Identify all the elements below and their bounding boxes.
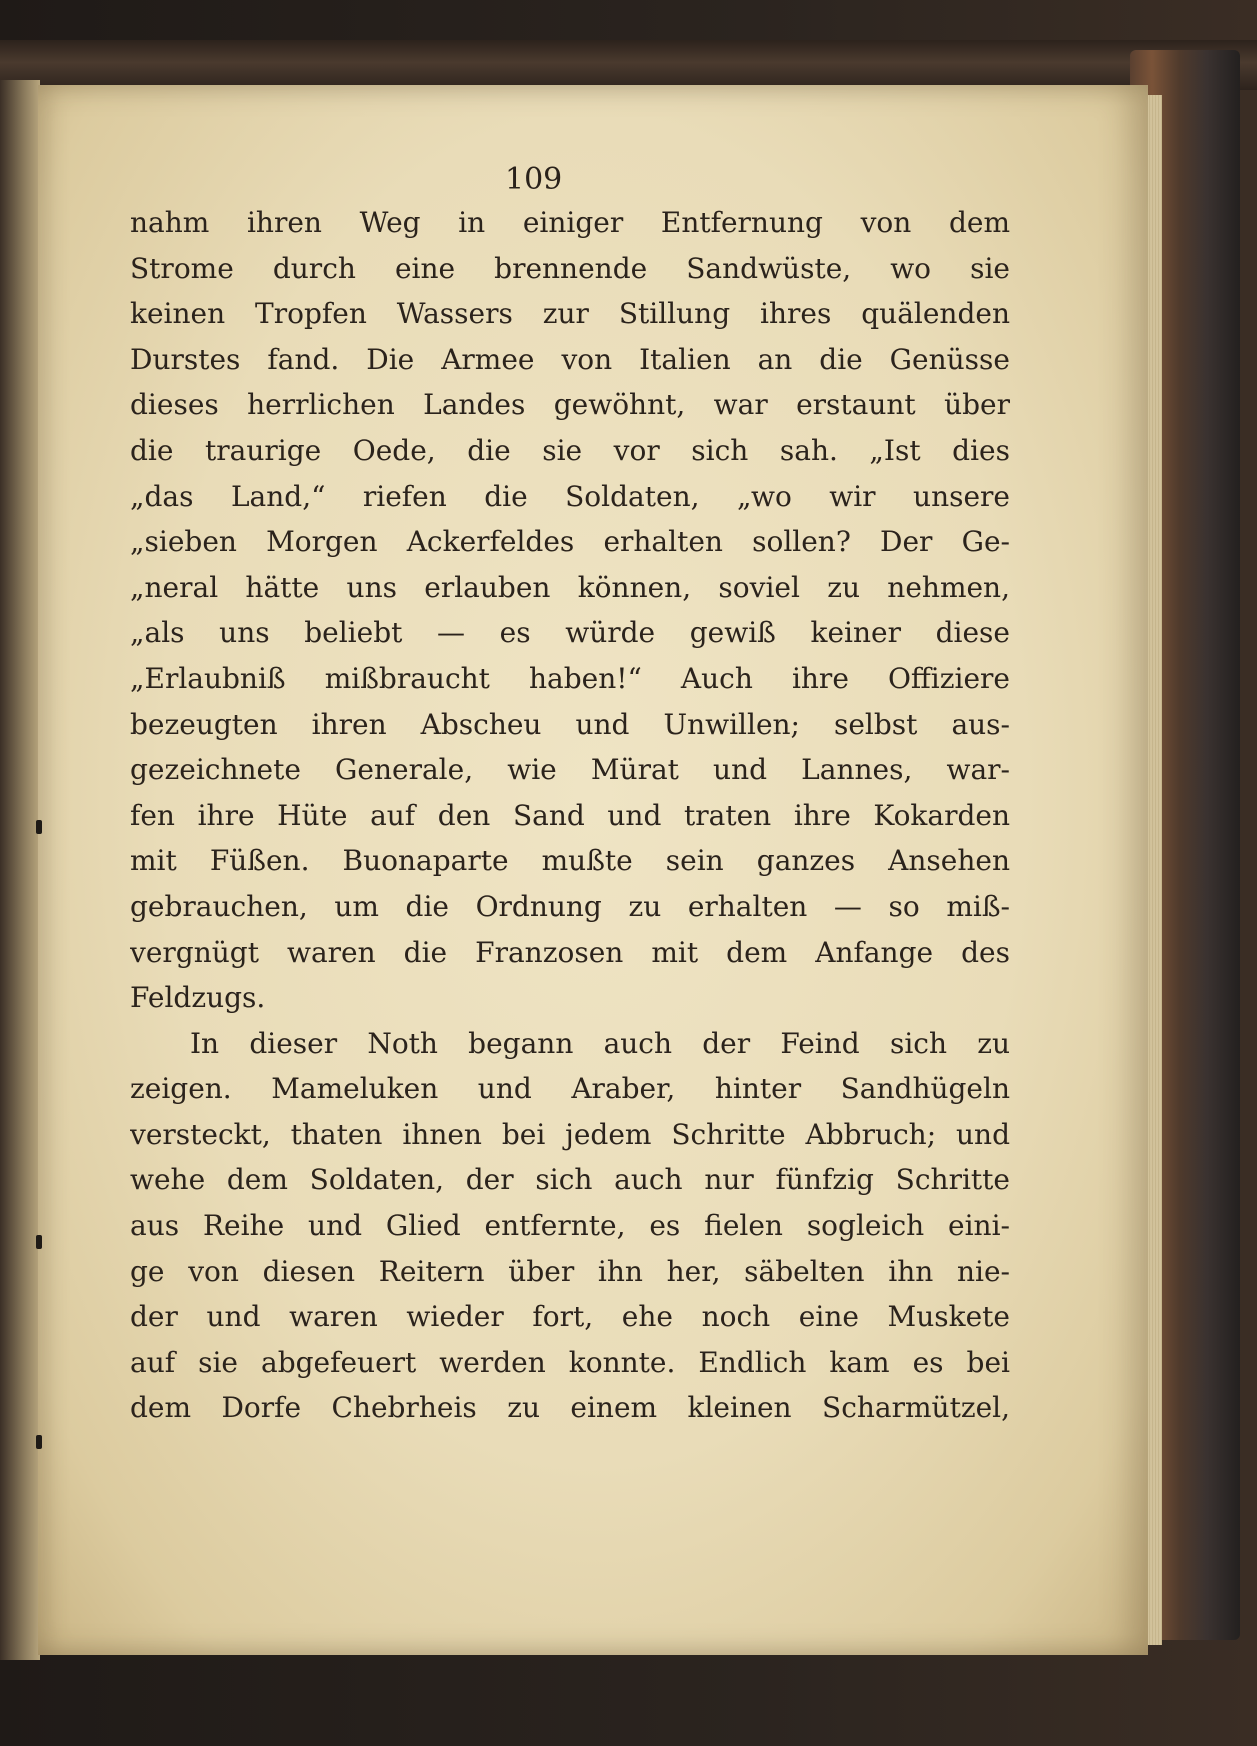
text-line: nahm ihren Weg in einiger Entfernung von dem: [130, 206, 1010, 239]
margin-mark: [36, 1435, 42, 1449]
page-number: 109: [505, 162, 563, 197]
text-line: „sieben Morgen Ackerfeldes erhalten sollen? Der Ge-: [130, 525, 1010, 559]
body-text: [130, 200, 1010, 1431]
text-line: Strome durch eine brennende Sandwüste, wo sie: [130, 251, 1010, 285]
text-line: In dieser Noth begann auch der Feind sich zu: [190, 1026, 1010, 1060]
text-line: vergnügt waren die Franzosen mit dem Anfange des: [130, 935, 1010, 969]
text-line: „Erlaubniß mißbraucht haben!“ Auch ihre Offiziere: [130, 661, 1010, 695]
text-line: bezeugten ihren Abscheu und Unwillen; selbst aus-: [130, 707, 1010, 741]
text-line: fen ihre Hüte auf den Sand und traten ihre Kokarden: [130, 798, 1010, 832]
text-line: mit Füßen. Buonaparte mußte sein ganzes Ansehen: [130, 844, 1010, 878]
text-line: die traurige Oede, die sie vor sich sah. „Ist dies: [130, 433, 1010, 467]
text-line: auf sie abgefeuert werden konnte. Endlich kam es bei: [130, 1345, 1010, 1379]
book-cover-top: [0, 40, 1257, 90]
text-line: Feldzugs.: [130, 981, 266, 1015]
text-line: keinen Tropfen Wassers zur Stillung ihres quälenden: [130, 297, 1010, 331]
text-line: wehe dem Soldaten, der sich auch nur fünfzig Schritte: [130, 1163, 1010, 1197]
text-line: versteckt, thaten ihnen bei jedem Schritte Abbruch; und: [130, 1117, 1010, 1151]
book-cover-left: [0, 80, 40, 1660]
text-line: ge von diesen Reitern über ihn her, säbelten ihn nie-: [130, 1254, 1010, 1288]
text-line: „neral hätte uns erlauben können, soviel zu nehmen,: [130, 570, 1010, 604]
text-line: gezeichnete Generale, wie Mürat und Lannes, war-: [130, 753, 1010, 787]
text-line: zeigen. Mameluken und Araber, hinter Sandhügeln: [130, 1072, 1010, 1106]
text-line: „das Land,“ riefen die Soldaten, „wo wir unsere: [130, 479, 1010, 513]
text-line: dem Dorfe Chebrheis zu einem kleinen Scharmützel,: [130, 1391, 1010, 1425]
text-line: gebrauchen, um die Ordnung zu erhalten — so miß-: [130, 889, 1010, 923]
margin-mark: [36, 1235, 42, 1249]
text-line: dieses herrlichen Landes gewöhnt, war erstaunt über: [130, 388, 1010, 422]
margin-mark: [36, 820, 42, 834]
page-edges: [1148, 95, 1162, 1645]
text-line: der und waren wieder fort, ehe noch eine Muskete: [130, 1300, 1010, 1334]
text-line: aus Reihe und Glied entfernte, es fielen sogleich eini-: [130, 1209, 1010, 1243]
text-line: „als uns beliebt — es würde gewiß keiner diese: [130, 616, 1010, 650]
text-line: Durstes fand. Die Armee von Italien an die Genüsse: [130, 342, 1010, 376]
